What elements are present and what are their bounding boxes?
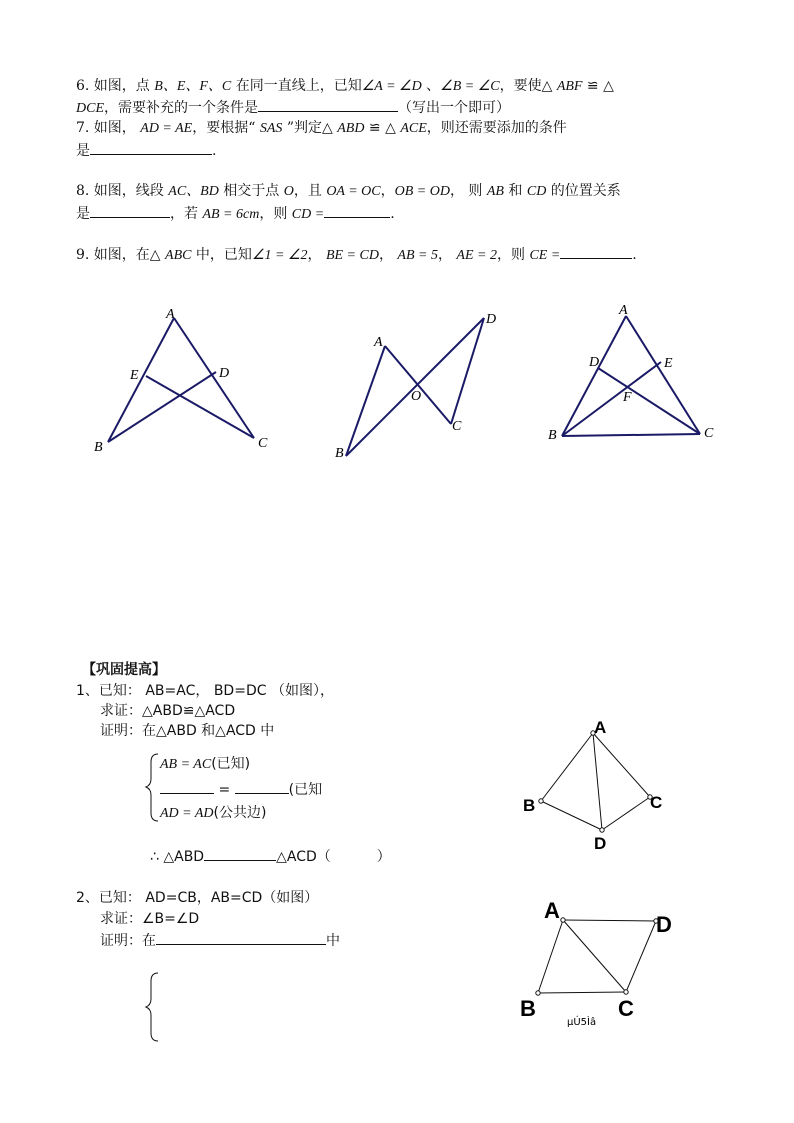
fig2-label-a: A bbox=[374, 335, 383, 350]
p1-side-cd bbox=[602, 797, 650, 830]
p1-prove: 求证：△ABD≌△ACD bbox=[100, 703, 236, 719]
p1-step3: AD = AD(公共边) bbox=[160, 805, 267, 821]
section-title: 【巩固提高】 bbox=[82, 662, 166, 678]
p2-fig-label-b: B bbox=[520, 996, 536, 1021]
p2-side-ab bbox=[538, 920, 563, 993]
p2-proof-blank[interactable] bbox=[156, 930, 326, 945]
p1-brace bbox=[146, 754, 158, 821]
fig2-label-o: O bbox=[411, 389, 422, 404]
p1-conclusion-blank[interactable] bbox=[204, 846, 276, 861]
p2-prove: 求证：∠B=∠D bbox=[100, 911, 200, 927]
p1-fig-label-c: C bbox=[650, 793, 663, 812]
fig3-label-a: A bbox=[619, 303, 628, 318]
fig1-label-a: A bbox=[166, 307, 175, 322]
p1-step2-blank-1[interactable] bbox=[160, 779, 214, 794]
fig1-side-ab bbox=[108, 318, 174, 442]
q7-line2: 是 . bbox=[76, 140, 216, 161]
fig2-label-c: C bbox=[452, 419, 462, 434]
fig1-label-b: B bbox=[94, 440, 103, 455]
p1-given: 1、已知： AB=AC， BD=DC （如图）， bbox=[76, 683, 334, 699]
fig3-label-e: E bbox=[664, 356, 673, 371]
p2-fig-label-a: A bbox=[544, 898, 560, 923]
p1-fig-label-a: A bbox=[594, 718, 607, 737]
p1-side-ac bbox=[593, 733, 650, 797]
p1-fig-label-d: D bbox=[594, 834, 607, 853]
p2-fig-label-d: D bbox=[656, 912, 672, 937]
p1-fig-label-b: B bbox=[523, 796, 536, 815]
fig2-label-b: B bbox=[335, 446, 344, 461]
fig1-label-d: D bbox=[219, 366, 230, 381]
fig3-side-ac bbox=[626, 316, 700, 434]
p1-side-ad bbox=[593, 733, 602, 830]
p2-side-bc bbox=[538, 992, 626, 993]
q8-line2: 是 ，若 AB = 6cm，则 CD = . bbox=[76, 203, 395, 225]
p2-proof-intro: 证明：在 中 bbox=[100, 930, 340, 951]
p1-side-ab bbox=[541, 733, 593, 801]
p2-diag-ac bbox=[563, 920, 626, 992]
fig3-side-ab bbox=[562, 316, 626, 436]
fig1-label-c: C bbox=[258, 436, 268, 451]
p2-side-dc bbox=[626, 921, 656, 992]
p2-brace bbox=[146, 973, 158, 1041]
p1-proof-intro: 证明：在△ABD 和△ACD 中 bbox=[100, 723, 275, 739]
figure-p1 bbox=[539, 731, 652, 832]
q8-line1: 8. 如图，线段 AC、BD 相交于点 O，且 OA = OC，OB = OD， 则 AB 和 CD 的位置关系 bbox=[76, 183, 621, 199]
fig3-side-bc bbox=[562, 434, 700, 436]
q6-line1: 6. 如图，点 B、E、F、C 在同一直线上，已知∠A = ∠D 、∠B = ∠C，要使△ ABF ≌ △ bbox=[76, 78, 614, 94]
p1-step1: AB = AC(已知) bbox=[160, 756, 251, 772]
p2-given: 2、已知： AD=CB，AB=CD（如图） bbox=[76, 890, 319, 906]
figure-q8 bbox=[346, 318, 484, 456]
fig3-label-c: C bbox=[704, 426, 714, 441]
fig1-side-ac bbox=[174, 318, 254, 438]
figure-p2 bbox=[536, 918, 658, 995]
p1-step2: = (已知 bbox=[160, 779, 322, 800]
p1-step2-blank-2[interactable] bbox=[235, 779, 289, 794]
fig3-label-d: D bbox=[589, 355, 600, 370]
q7-line1: 7. 如图， AD = AE，要根据“ SAS ”判定△ ABD ≌ △ ACE，则还需要添加的条件 bbox=[76, 120, 567, 136]
q9-line: 9. 如图，在△ ABC 中，已知∠1 = ∠2， BE = CD， AB = 5， AE = 2，则 CE = . bbox=[76, 244, 637, 266]
p2-fig-label-c: C bbox=[618, 996, 634, 1021]
fig2-seg-ab bbox=[346, 346, 385, 456]
figure-q9 bbox=[562, 316, 700, 436]
p2-fig-caption: µÚ5Ìâ bbox=[567, 1017, 597, 1028]
fig1-label-e: E bbox=[130, 368, 139, 383]
p2-side-ad bbox=[563, 920, 656, 921]
fig3-line-dc bbox=[598, 368, 700, 434]
fig2-label-d: D bbox=[486, 312, 497, 327]
q6-line2: DCE，需要补充的一个条件是 （写出一个即可） bbox=[76, 97, 510, 119]
fig3-label-f: F bbox=[623, 390, 632, 405]
p1-conclusion: ∴ △ABD △ACD（ ） bbox=[150, 846, 391, 867]
p1-side-bd bbox=[541, 801, 602, 830]
fig3-label-b: B bbox=[548, 428, 557, 443]
